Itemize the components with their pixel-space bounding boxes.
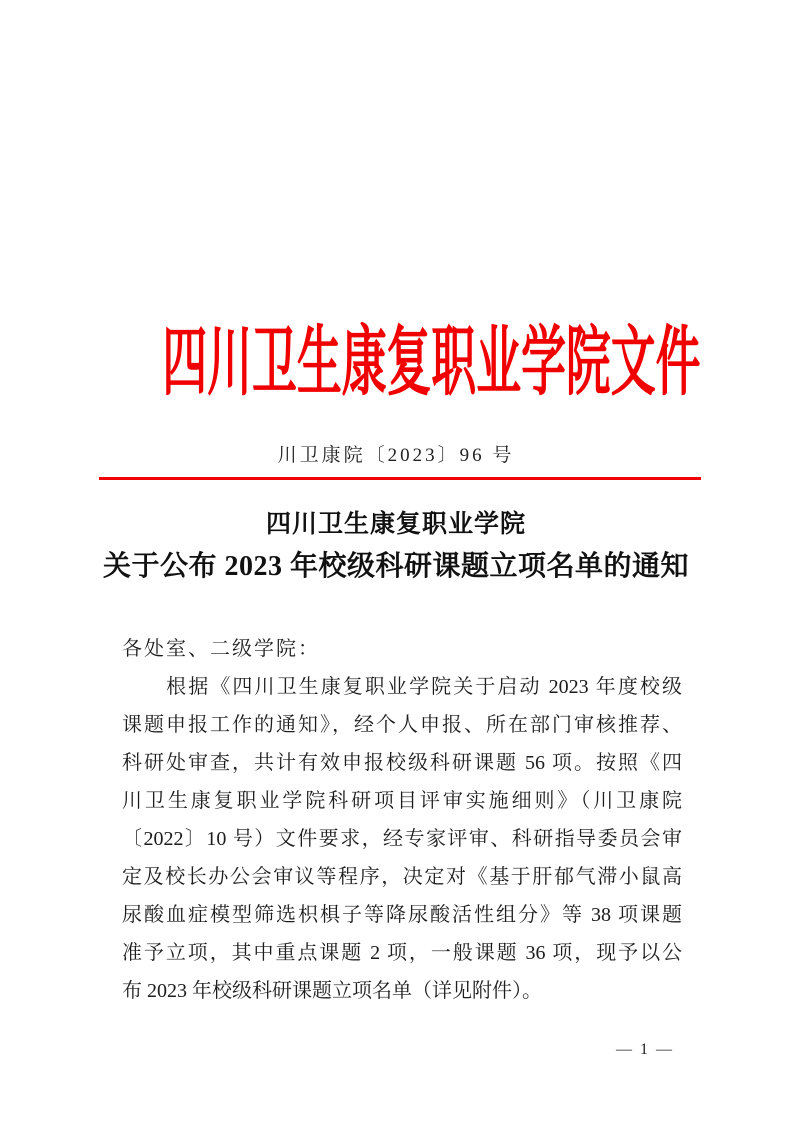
- body-line: 根据《四川卫生康复职业学院关于启动 2023 年度校级: [122, 676, 682, 698]
- body-line: 科研处审查，共计有效申报校级科研课题 56 项。按照《四: [122, 752, 682, 774]
- body-line: 准予立项，其中重点课题 2 项，一般课题 36 项，现予以公: [122, 942, 682, 964]
- document-title-line1: 四川卫生康复职业学院: [265, 511, 526, 538]
- salutation-line: 各处室、二级学院：: [122, 638, 320, 660]
- document-masthead-title: 四川卫生康复职业学院文件: [162, 321, 701, 405]
- body-line: 〔2022〕10 号）文件要求，经专家评审、科研指导委员会审: [122, 828, 682, 850]
- document-title-line2: 关于公布 2023 年校级科研课题立项名单的通知: [102, 551, 689, 582]
- red-divider-line: [99, 477, 701, 480]
- page-number: — 1 —: [616, 1041, 674, 1058]
- body-paragraph: [122, 668, 682, 1010]
- body-line: 尿酸血症模型筛选枳椇子等降尿酸活性组分》等 38 项课题: [122, 904, 682, 926]
- document-body: [122, 630, 682, 1010]
- body-line: 川卫生康复职业学院科研项目评审实施细则》（川卫康院: [122, 790, 682, 812]
- document-title: [0, 505, 792, 589]
- body-line: 课题申报工作的通知》，经个人申报、所在部门审核推荐、: [122, 714, 682, 736]
- document-reference-number: 川卫康院〔2023〕96 号: [277, 445, 515, 466]
- body-line: 定及校长办公会审议等程序，决定对《基于肝郁气滞小鼠高: [122, 866, 682, 888]
- body-line: 布 2023 年校级科研课题立项名单（详见附件）。: [122, 980, 542, 1002]
